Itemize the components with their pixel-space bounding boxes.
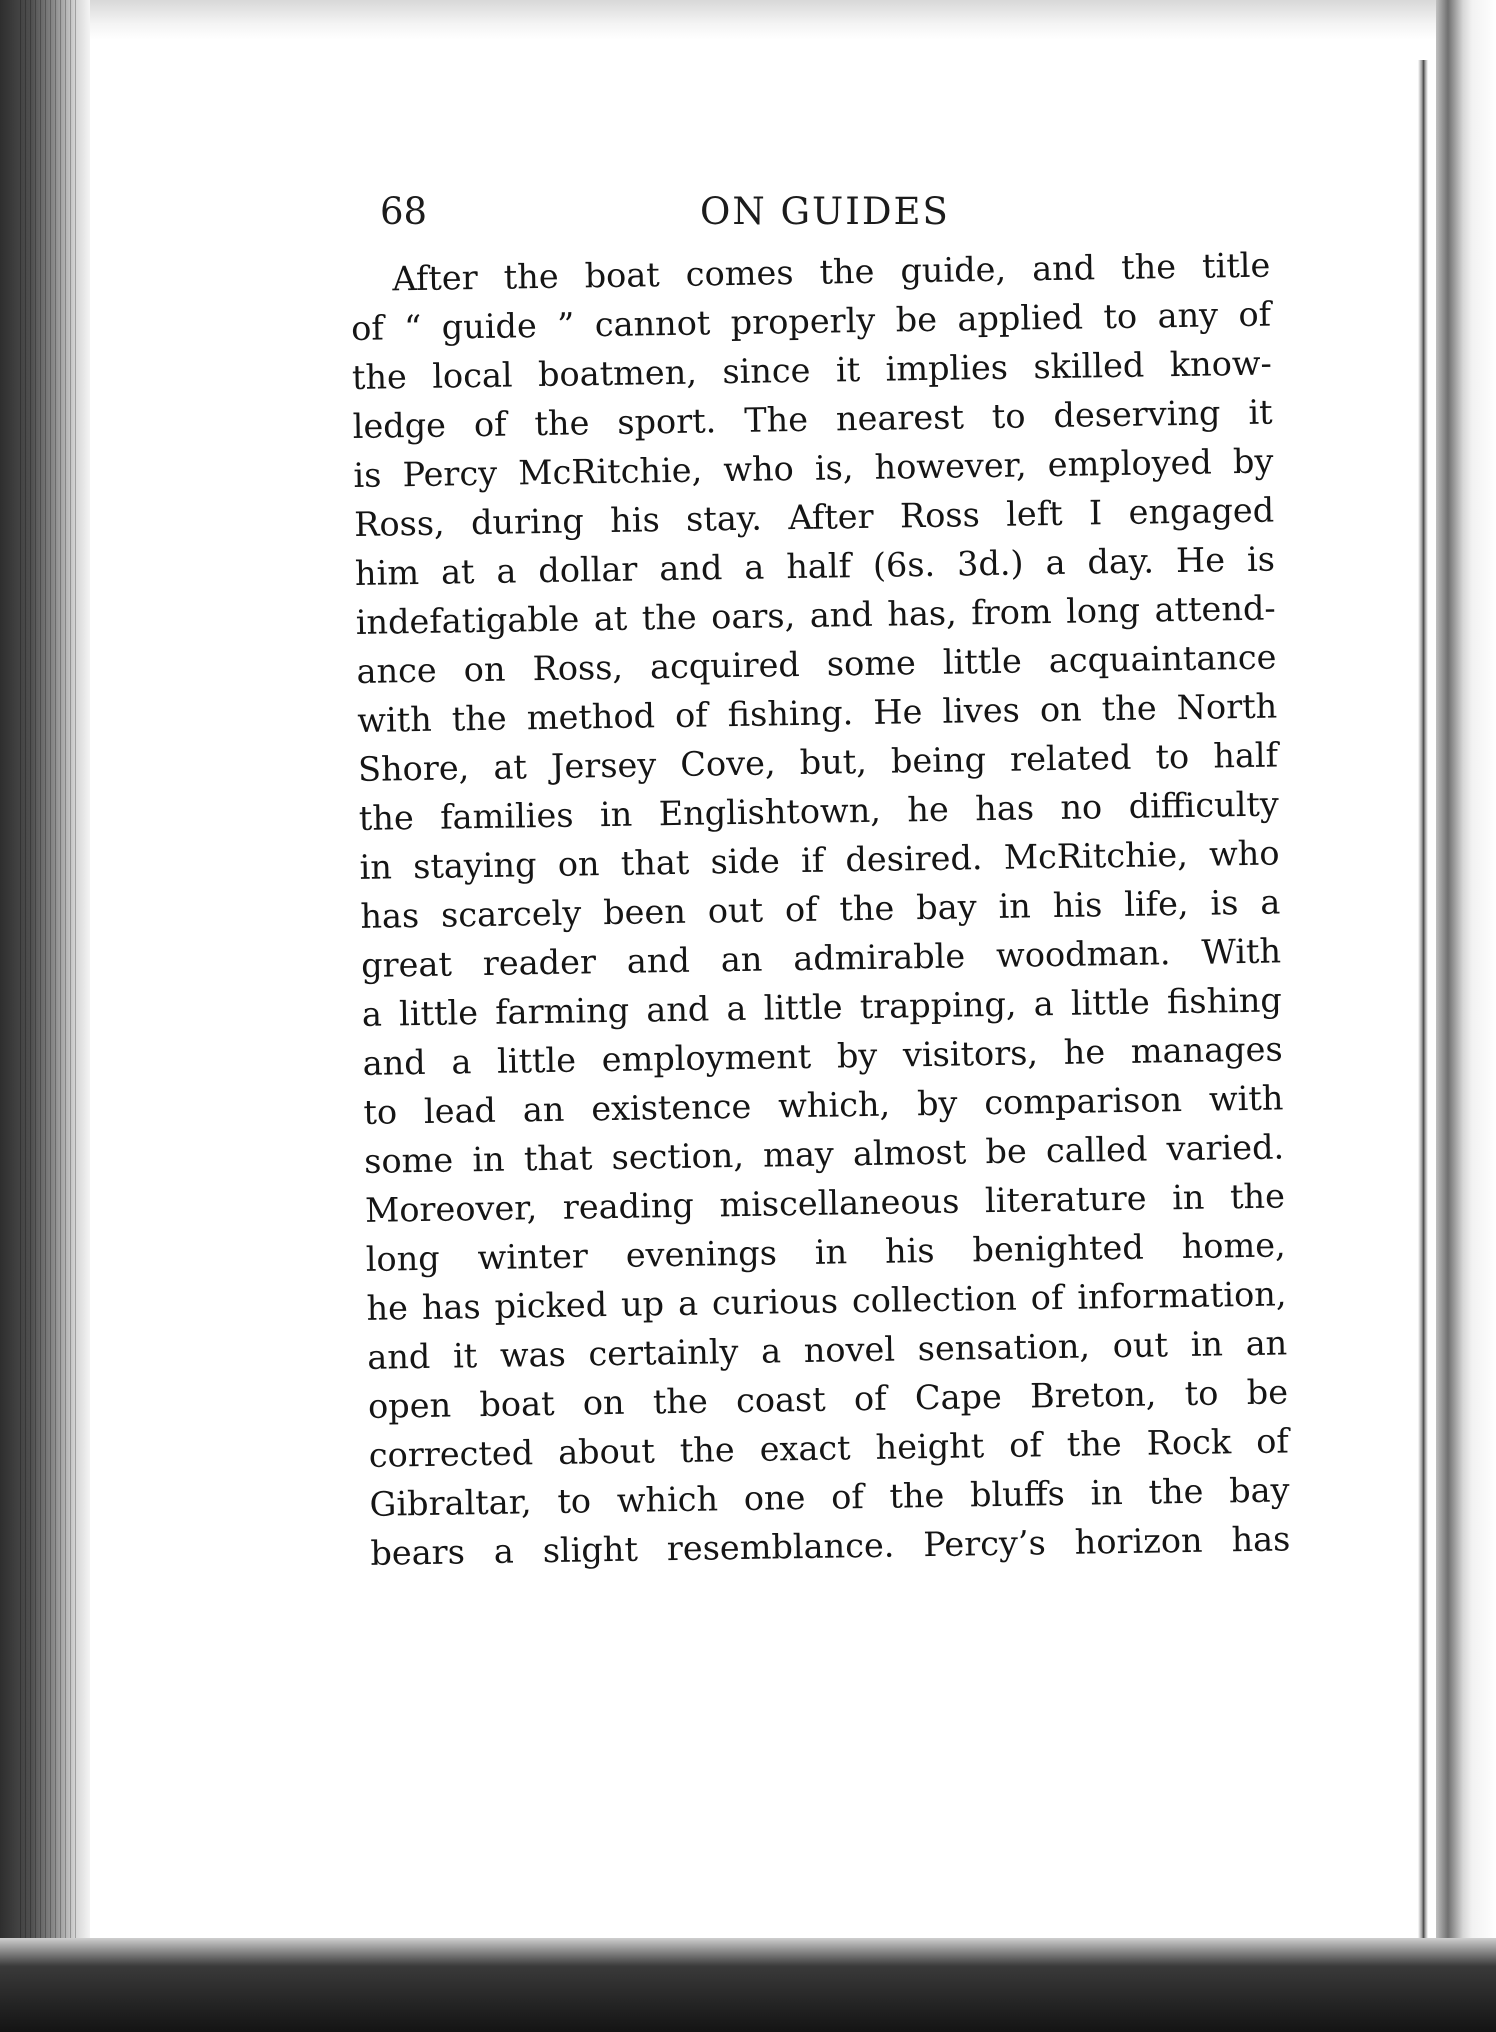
page-edge-line: [1418, 60, 1428, 1940]
text-line: long winter evenings in his benighted home,: [365, 1225, 1286, 1279]
top-shadow: [90, 0, 1436, 40]
text-line: and a little employment by visitors, he manages: [362, 1029, 1283, 1083]
text-line: After the boat comes the guide, and the title: [392, 245, 1271, 299]
page-header: [340, 170, 1280, 240]
text-line: Moreover, reading miscellaneous literature in the: [364, 1176, 1286, 1230]
text-line: with the method of fishing. He lives on the North: [357, 686, 1278, 740]
text-line: to lead an existence which, by comparison with: [363, 1078, 1284, 1132]
text-line: ance on Ross, acquired some little acquaintance: [356, 637, 1277, 691]
text-line: the families in Englishtown, he has no difficulty: [358, 784, 1280, 838]
text-line: has scarcely been out of the bay in his life, is a: [360, 882, 1281, 936]
text-line: corrected about the exact height of the Rock of: [368, 1421, 1290, 1475]
book-page: [340, 170, 1291, 1690]
text-line: and it was certainly a novel sensation, out in an: [367, 1323, 1288, 1377]
text-line: in staying on that side if desired. McRitchie, who: [359, 833, 1280, 887]
text-line: is Percy McRitchie, who is, however, employed by: [353, 441, 1274, 495]
book-edge-right: [1436, 0, 1496, 2032]
text-line: Gibraltar, to which one of the bluffs in the bay: [369, 1470, 1290, 1524]
text-line: Ross, during his stay. After Ross left I engaged: [353, 490, 1275, 544]
text-line: bears a slight resemblance. Percy’s horizon has: [370, 1519, 1291, 1573]
text-line: some in that section, may almost be called varied.: [363, 1127, 1285, 1181]
text-line: open boat on the coast of Cape Breton, to be: [367, 1372, 1289, 1426]
body-text: [350, 241, 1291, 1578]
text-line: of “ guide ” cannot properly be applied to any of: [350, 294, 1272, 348]
text-line: great reader and an admirable woodman. With: [360, 931, 1282, 985]
page-edges-left: [20, 0, 80, 2032]
running-head: ON GUIDES: [700, 190, 950, 233]
text-line: Shore, at Jersey Cove, but, being related to half: [357, 735, 1279, 789]
text-line: ledge of the sport. The nearest to deserving it: [352, 392, 1273, 446]
text-line: the local boatmen, since it implies skilled know-: [351, 343, 1273, 397]
text-line: a little farming and a little trapping, a little fishing: [361, 980, 1283, 1034]
page-number: 68: [380, 190, 428, 233]
text-line: he has picked up a curious collection of information,: [366, 1274, 1287, 1328]
text-line: indefatigable at the oars, and has, from long attend-: [355, 588, 1276, 642]
text-line: him at a dollar and a half (6s. 3d.) a day. He is: [354, 539, 1276, 593]
scanner-bottom-band: [0, 1938, 1496, 2032]
